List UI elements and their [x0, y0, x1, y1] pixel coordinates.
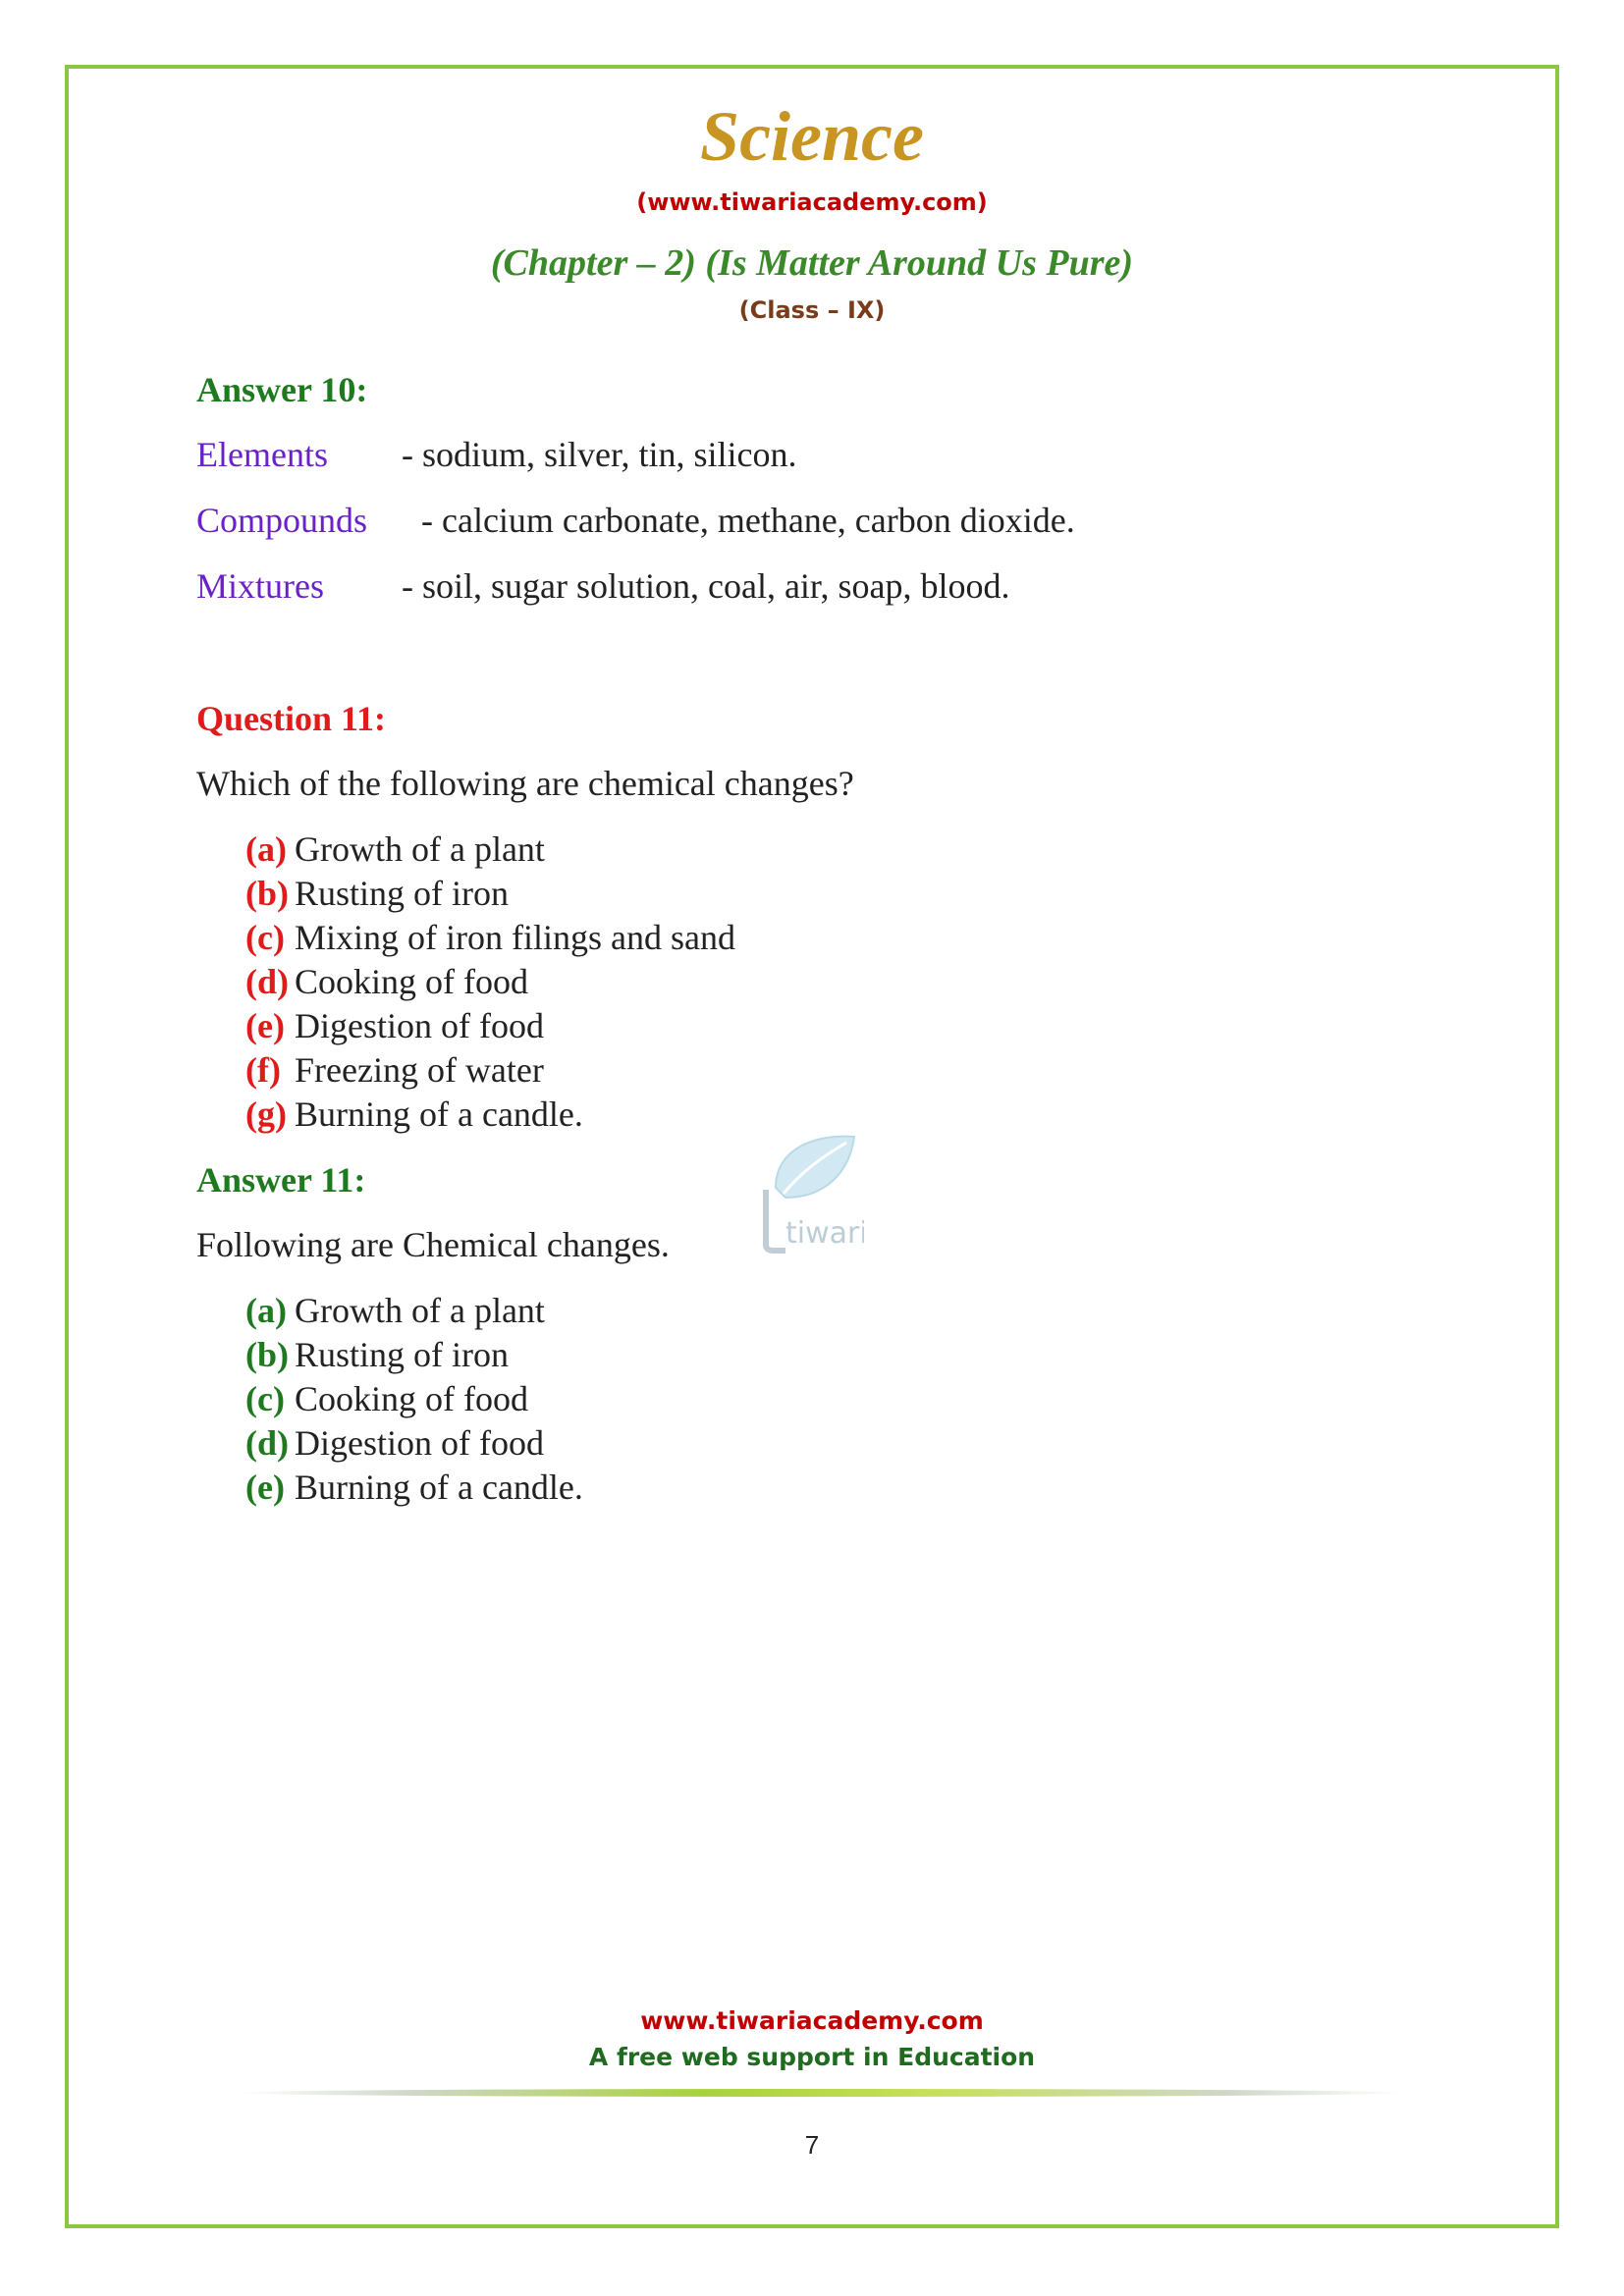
- page-number: 7: [804, 2130, 820, 2160]
- leaf-logo-icon: [756, 1129, 864, 1256]
- chapter-title: (Chapter – 2) (Is Matter Around Us Pure): [490, 242, 1134, 284]
- option-text: Burning of a candle.: [295, 1095, 583, 1134]
- answer-10-row-compounds: [196, 500, 1075, 541]
- question-option: [245, 828, 545, 870]
- option-text: Mixing of iron filings and sand: [295, 918, 735, 957]
- watermark-text: tiwari: [785, 1216, 864, 1251]
- term-label: Compounds: [196, 501, 368, 540]
- page-title: Science: [700, 97, 924, 176]
- answer-option: [245, 1378, 528, 1419]
- question-option: [245, 873, 509, 914]
- question-option: [245, 1005, 544, 1046]
- question-option: [245, 1049, 544, 1091]
- footer-site-url: www.tiwariacademy.com: [640, 2006, 984, 2035]
- term-text: - calcium carbonate, methane, carbon dioxide.: [421, 501, 1075, 540]
- answer-11-heading: Answer 11:: [196, 1160, 366, 1200]
- option-letter: (b): [245, 874, 289, 913]
- option-letter: (f): [245, 1050, 281, 1090]
- option-text: Cooking of food: [295, 1379, 528, 1418]
- option-text: Growth of a plant: [295, 829, 545, 869]
- option-text: Cooking of food: [295, 962, 528, 1001]
- answer-10-row-mixtures: [196, 565, 1009, 607]
- option-text: Rusting of iron: [295, 1335, 510, 1374]
- term-label: Mixtures: [196, 566, 324, 606]
- answer-10-heading: Answer 10:: [196, 370, 368, 409]
- class-label: (Class – IX): [738, 296, 886, 324]
- option-text: Growth of a plant: [295, 1291, 545, 1330]
- answer-11-intro: Following are Chemical changes.: [196, 1225, 670, 1264]
- option-text: Freezing of water: [295, 1050, 544, 1090]
- option-letter: (b): [245, 1335, 289, 1374]
- answer-10-row-elements: [196, 434, 797, 475]
- question-option: [245, 917, 735, 958]
- answer-option: [245, 1422, 544, 1464]
- option-letter: (e): [245, 1006, 285, 1045]
- option-letter: (c): [245, 1379, 285, 1418]
- footer-divider: [236, 2089, 1404, 2097]
- option-letter: (c): [245, 918, 285, 957]
- term-label: Elements: [196, 435, 328, 474]
- answer-option: [245, 1290, 545, 1331]
- watermark-logo-graphic: [756, 1129, 864, 1256]
- question-11-prompt: Which of the following are chemical changes?: [196, 764, 854, 803]
- header-site-url: (www.tiwariacademy.com): [636, 188, 988, 216]
- answer-option: [245, 1334, 509, 1375]
- option-text: Rusting of iron: [295, 874, 510, 913]
- question-option: [245, 961, 528, 1002]
- answer-option: [245, 1467, 583, 1508]
- option-letter: (a): [245, 829, 287, 869]
- footer-tagline: A free web support in Education: [588, 2043, 1036, 2071]
- question-11-heading: Question 11:: [196, 699, 387, 738]
- option-text: Burning of a candle.: [295, 1468, 583, 1507]
- option-text: Digestion of food: [295, 1006, 544, 1045]
- option-text: Digestion of food: [295, 1423, 544, 1463]
- question-option: [245, 1094, 583, 1135]
- option-letter: (a): [245, 1291, 287, 1330]
- option-letter: (d): [245, 962, 289, 1001]
- term-text: - sodium, silver, tin, silicon.: [402, 435, 797, 474]
- term-text: - soil, sugar solution, coal, air, soap, blood.: [402, 566, 1010, 606]
- option-letter: (g): [245, 1095, 287, 1134]
- option-letter: (e): [245, 1468, 285, 1507]
- option-letter: (d): [245, 1423, 289, 1463]
